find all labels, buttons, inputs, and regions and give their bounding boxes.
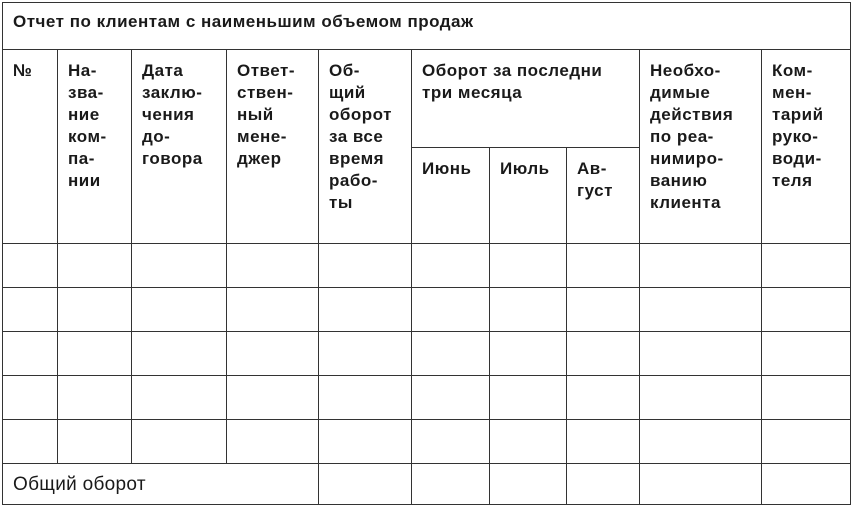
table-cell[interactable] <box>567 376 640 420</box>
table-cell[interactable] <box>640 288 762 332</box>
header-reanimation-actions: Необхо- димые действия по реа- нимиро- ванию клиента <box>640 50 762 244</box>
table-cell[interactable] <box>319 420 412 464</box>
table-cell[interactable] <box>640 420 762 464</box>
header-total-turnover: Об- щий оборот за все время рабо- ты <box>319 50 412 244</box>
total-cell[interactable] <box>412 464 490 505</box>
table-cell[interactable] <box>762 244 851 288</box>
table-cell[interactable] <box>319 288 412 332</box>
total-cell[interactable] <box>640 464 762 505</box>
table-cell[interactable] <box>132 332 227 376</box>
table-cell[interactable] <box>58 420 132 464</box>
table-cell[interactable] <box>3 376 58 420</box>
table-cell[interactable] <box>490 244 567 288</box>
total-turnover-label: Общий оборот <box>3 464 319 505</box>
table-cell[interactable] <box>58 332 132 376</box>
header-responsible-manager: Ответ- ствен- ный мене- джер <box>227 50 319 244</box>
header-august: Ав- густ <box>567 148 640 244</box>
table-cell[interactable] <box>490 332 567 376</box>
table-cell[interactable] <box>412 376 490 420</box>
table-cell[interactable] <box>319 376 412 420</box>
table-row <box>3 376 851 420</box>
table-cell[interactable] <box>58 244 132 288</box>
table-cell[interactable] <box>58 288 132 332</box>
table-cell[interactable] <box>567 244 640 288</box>
report-sheet <box>2 2 850 502</box>
header-july: Июль <box>490 148 567 244</box>
table-row <box>3 244 851 288</box>
total-cell[interactable] <box>762 464 851 505</box>
table-cell[interactable] <box>227 332 319 376</box>
table-cell[interactable] <box>132 288 227 332</box>
table-cell[interactable] <box>490 376 567 420</box>
table-cell[interactable] <box>227 420 319 464</box>
table-cell[interactable] <box>640 332 762 376</box>
header-june: Июнь <box>412 148 490 244</box>
table-cell[interactable] <box>3 288 58 332</box>
table-row <box>3 420 851 464</box>
table-cell[interactable] <box>567 420 640 464</box>
table-cell[interactable] <box>412 244 490 288</box>
table-cell[interactable] <box>640 376 762 420</box>
table-cell[interactable] <box>412 420 490 464</box>
table-cell[interactable] <box>762 332 851 376</box>
table-cell[interactable] <box>490 420 567 464</box>
table-cell[interactable] <box>132 420 227 464</box>
report-title: Отчет по клиентам с наименьшим объемом продаж <box>3 3 851 50</box>
total-cell[interactable] <box>567 464 640 505</box>
table-cell[interactable] <box>227 244 319 288</box>
table-cell[interactable] <box>132 244 227 288</box>
table-cell[interactable] <box>3 420 58 464</box>
total-cell[interactable] <box>319 464 412 505</box>
table-cell[interactable] <box>319 244 412 288</box>
table-cell[interactable] <box>762 376 851 420</box>
table-cell[interactable] <box>319 332 412 376</box>
header-manager-comment: Ком- мен- тарий руко- води- теля <box>762 50 851 244</box>
table-cell[interactable] <box>132 376 227 420</box>
table-cell[interactable] <box>58 376 132 420</box>
table-cell[interactable] <box>567 288 640 332</box>
header-number: № <box>3 50 58 244</box>
total-cell[interactable] <box>490 464 567 505</box>
header-contract-date: Дата заклю- чения до- говора <box>132 50 227 244</box>
table-cell[interactable] <box>3 332 58 376</box>
table-cell[interactable] <box>412 332 490 376</box>
table-cell[interactable] <box>227 376 319 420</box>
table-cell[interactable] <box>762 288 851 332</box>
table-cell[interactable] <box>762 420 851 464</box>
table-cell[interactable] <box>412 288 490 332</box>
header-last-three-months: Оборот за последни три месяца <box>412 50 640 148</box>
table-row <box>3 332 851 376</box>
client-report-table <box>2 2 851 505</box>
header-company-name: На- зва- ние ком- па- нии <box>58 50 132 244</box>
table-cell[interactable] <box>3 244 58 288</box>
table-cell[interactable] <box>640 244 762 288</box>
total-row <box>3 464 851 505</box>
table-cell[interactable] <box>567 332 640 376</box>
table-row <box>3 288 851 332</box>
table-cell[interactable] <box>490 288 567 332</box>
table-cell[interactable] <box>227 288 319 332</box>
